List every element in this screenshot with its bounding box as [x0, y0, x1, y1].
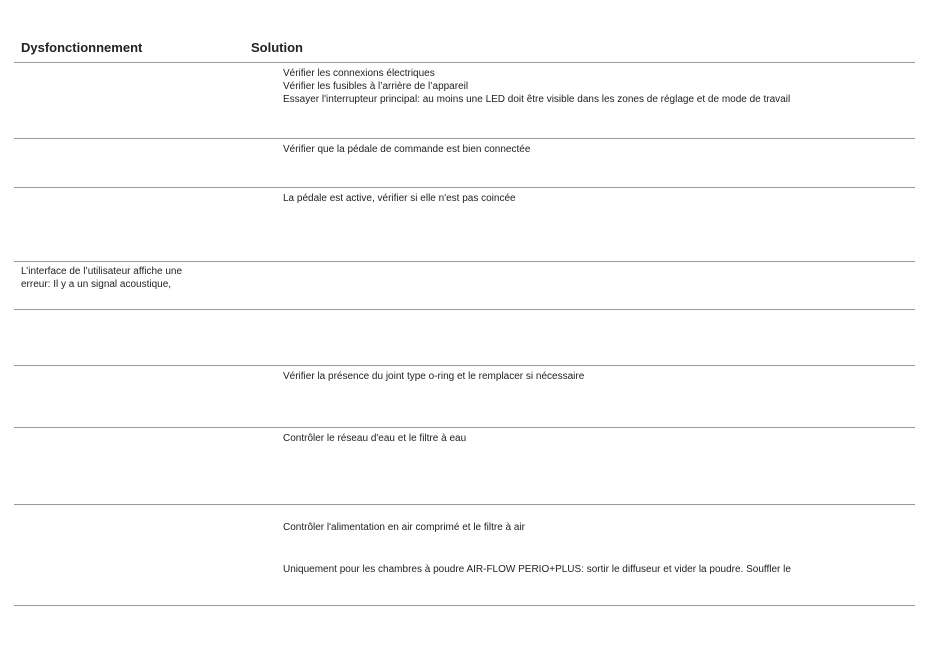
- row-divider: [14, 504, 915, 505]
- solution-line: Vérifier les fusibles à l’arrière de l’appareil: [283, 81, 469, 92]
- table-row-8-solution-a: [283, 521, 903, 534]
- table-row-7-solution: [283, 432, 903, 445]
- solution-line: Essayer l'interrupteur principal: au moins une LED doit être visible dans les zones de réglage et de mode de travail: [283, 94, 791, 105]
- table-row-4-malfunction: [21, 265, 241, 291]
- table-row-6-solution: [283, 370, 903, 383]
- row-divider: [14, 427, 915, 428]
- row-divider: [14, 365, 915, 366]
- table-row-3-solution: [283, 192, 903, 205]
- table-row-8-solution-b: [283, 563, 903, 576]
- row-divider: [14, 309, 915, 310]
- solution-line: Contrôler l'alimentation en air comprimé et le filtre à air: [283, 522, 526, 533]
- header-divider: [14, 62, 915, 63]
- row-divider: [14, 138, 915, 139]
- row-divider: [14, 261, 915, 262]
- row-divider: [14, 605, 915, 606]
- solution-line: Vérifier que la pédale de commande est bien connectée: [283, 144, 531, 155]
- column-header-malfunction: Dysfonctionnement: [21, 40, 143, 55]
- solution-line: La pédale est active, vérifier si elle n'est pas coincée: [283, 193, 516, 204]
- solution-line: Uniquement pour les chambres à poudre AIR-FLOW PERIO+PLUS: sortir le diffuseur et vider la poudre. Souffler le: [283, 564, 791, 575]
- solution-line: Vérifier la présence du joint type o-ring et le remplacer si nécessaire: [283, 371, 585, 382]
- table-row-1-solution: [283, 67, 903, 106]
- solution-line: Vérifier les connexions électriques: [283, 68, 435, 79]
- malfunction-line: erreur: Il y a un signal acoustique,: [21, 279, 172, 290]
- table-row-2-solution: [283, 143, 903, 156]
- row-divider: [14, 187, 915, 188]
- solution-line: Contrôler le réseau d'eau et le filtre à eau: [283, 433, 467, 444]
- malfunction-line: L’interface de l’utilisateur affiche une: [21, 266, 183, 277]
- column-header-solution: Solution: [251, 40, 303, 55]
